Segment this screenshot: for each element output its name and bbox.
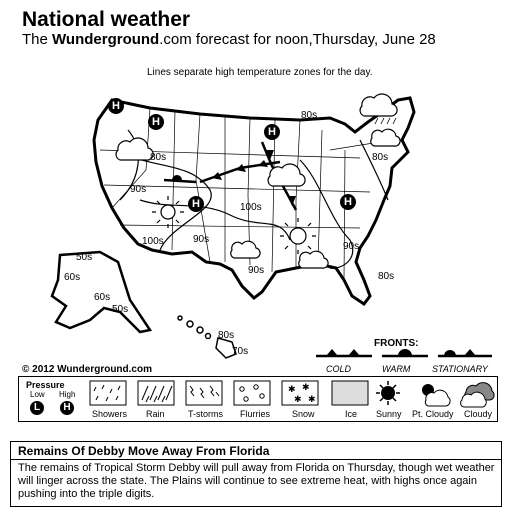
warm-front-label: WARM <box>382 364 411 374</box>
flurries-swatch <box>234 381 270 405</box>
map-note: Lines separate high temperature zones for the day. <box>147 67 373 78</box>
high-pressure-marker: H <box>148 114 164 130</box>
snow-label: Snow <box>292 409 315 419</box>
pressure-low-label: Low <box>30 390 45 399</box>
subtitle-prefix: The <box>22 31 53 48</box>
rain-label: Rain <box>146 409 165 419</box>
pt-cloudy-label: Pt. Cloudy <box>412 409 454 419</box>
high-pressure-marker: H <box>340 194 356 210</box>
temp-zone-label: 90s <box>248 265 265 276</box>
stationary-front-label: STATIONARY <box>432 364 488 374</box>
temp-zone-label: 80s <box>150 152 167 163</box>
map-rain-streaks <box>375 118 396 124</box>
subtitle-suffix: .com forecast for noon,Thursday, June 28 <box>159 31 436 48</box>
temp-zone-label: 80s <box>378 271 395 282</box>
svg-text:✱: ✱ <box>288 385 296 395</box>
temp-zone-label: 50s <box>76 252 93 263</box>
high-pressure-icon: H <box>60 401 74 415</box>
temp-zone-label: 90s <box>130 184 147 195</box>
temp-zone-label: 90s <box>343 241 360 252</box>
story-headline: Remains Of Debby Move Away From Florida <box>18 444 270 458</box>
pressure-legend-title: Pressure <box>26 380 65 390</box>
copyright-notice: © 2012 Wunderground.com <box>22 364 152 375</box>
cloudy-swatch <box>461 383 495 407</box>
sunny-label: Sunny <box>376 409 402 419</box>
temp-zone-label: 80s <box>218 330 235 341</box>
fronts-legend-symbols <box>300 348 500 364</box>
rain-swatch <box>138 381 174 405</box>
map-sun-icon <box>152 196 184 228</box>
map-tstorm-icon <box>280 218 316 254</box>
temp-zone-label: 100s <box>142 236 164 247</box>
temp-zone-label: 70s <box>232 346 249 357</box>
high-pressure-marker: H <box>108 98 124 114</box>
temp-zone-label: 100s <box>240 202 262 213</box>
temp-zone-label: 80s <box>301 110 318 121</box>
pressure-high-label: High <box>59 390 76 399</box>
temp-zone-label: 60s <box>94 292 111 303</box>
temp-zone-label: 80s <box>372 152 389 163</box>
high-pressure-marker: H <box>188 196 204 212</box>
temp-zone-label: 60s <box>64 272 81 283</box>
svg-text:✱: ✱ <box>302 383 310 393</box>
stationary-front-symbol <box>438 349 492 356</box>
showers-swatch <box>90 381 126 405</box>
page-title: National weather <box>22 8 191 31</box>
temp-zone-label: 50s <box>112 304 129 315</box>
pt-cloudy-swatch <box>422 384 450 406</box>
cloudy-label: Cloudy <box>464 409 493 419</box>
conditions-swatches <box>0 378 512 410</box>
showers-label: Showers <box>92 409 128 419</box>
svg-text:✱: ✱ <box>294 395 302 405</box>
cold-front-symbol <box>316 349 372 356</box>
cold-front-label: COLD <box>326 364 352 374</box>
temp-zone-label: 90s <box>193 234 210 245</box>
warm-front-symbol <box>382 349 428 356</box>
snow-swatch <box>282 381 318 405</box>
flurries-label: Flurries <box>240 409 271 419</box>
ice-label: Ice <box>345 409 358 419</box>
story-divider <box>10 459 502 460</box>
fronts-legend-title: FRONTS: <box>374 338 419 349</box>
low-pressure-icon: L <box>30 401 44 415</box>
tstorms-swatch <box>186 381 222 405</box>
high-pressure-marker: H <box>264 124 280 140</box>
tstorms-label: T-storms <box>188 409 223 419</box>
svg-text:✱: ✱ <box>308 395 316 405</box>
warm-front-line <box>164 175 196 182</box>
ice-swatch <box>332 381 368 405</box>
subtitle-brand: Wunderground <box>52 31 160 48</box>
sunny-swatch <box>376 381 400 405</box>
story-body: The remains of Tropical Storm Debby will pull away from Florida on Thursday, though wet weather will linger across the state. The Plains will continue to see extreme heat, with highs once again pushing into the triple digits. <box>18 462 495 500</box>
